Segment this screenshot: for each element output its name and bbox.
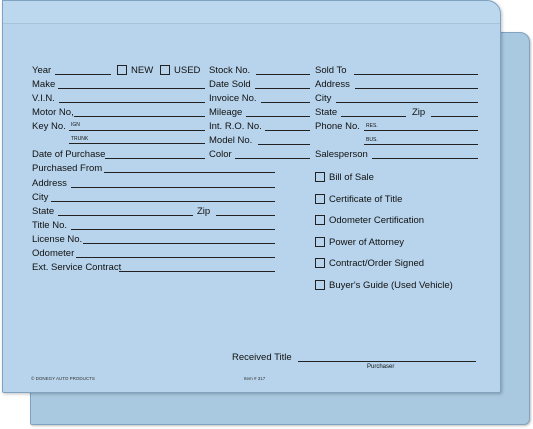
phone-label: Phone No. — [315, 121, 360, 132]
used-label: USED — [174, 65, 201, 76]
date-of-purchase-label: Date of Purchase — [32, 149, 106, 160]
color-field[interactable] — [235, 158, 310, 159]
contract-order-signed-label: Contract/Order Signed — [329, 258, 425, 269]
vin-label: V.I.N. — [32, 93, 55, 104]
sold-to-field[interactable] — [354, 74, 478, 75]
vin-field[interactable] — [59, 102, 205, 103]
license-no-label: License No. — [32, 234, 83, 245]
power-of-attorney-checkbox[interactable] — [315, 237, 325, 247]
sold-to-label: Sold To — [315, 65, 347, 76]
buyers-guide-label: Buyer's Guide (Used Vehicle) — [329, 280, 453, 291]
make-field[interactable] — [58, 88, 205, 89]
odometer-label: Odometer — [32, 248, 75, 259]
license-no-field[interactable] — [83, 243, 275, 244]
year-label: Year — [32, 65, 52, 76]
purchase-city-field[interactable] — [51, 201, 275, 202]
received-title-label: Received Title — [232, 352, 292, 363]
date-sold-field[interactable] — [255, 88, 310, 89]
address-field[interactable] — [355, 88, 478, 89]
purchase-address-field[interactable] — [71, 187, 275, 188]
ext-service-label: Ext. Service Contract — [32, 262, 122, 273]
make-label: Make — [32, 79, 56, 90]
purchase-zip-label: Zip — [197, 206, 211, 217]
item-number: Item # 317 — [244, 376, 266, 381]
purchased-from-label: Purchased From — [32, 163, 103, 174]
city-label: City — [315, 93, 332, 104]
model-label: Model No. — [209, 135, 253, 146]
purchase-address-label: Address — [32, 178, 67, 189]
key-trunk-field[interactable] — [69, 143, 205, 144]
key-ign-field[interactable] — [69, 130, 205, 131]
new-label: NEW — [131, 65, 154, 76]
res-label: RES. — [366, 123, 378, 129]
color-label: Color — [209, 149, 232, 160]
invoice-label: Invoice No. — [209, 93, 257, 104]
date-of-purchase-field[interactable] — [105, 158, 205, 159]
zip-label: Zip — [412, 107, 426, 118]
salesperson-field[interactable] — [372, 158, 478, 159]
odometer-field[interactable] — [76, 257, 275, 258]
purchase-state-field[interactable] — [58, 215, 193, 216]
buyers-guide-checkbox[interactable] — [315, 280, 325, 290]
brand-footer: © DONEGY AUTO PRODUCTS — [31, 376, 95, 381]
certificate-of-title-label: Certificate of Title — [329, 194, 403, 205]
title-no-label: Title No. — [32, 220, 68, 231]
phone-res-field[interactable] — [364, 130, 478, 131]
state-field[interactable] — [341, 116, 406, 117]
phone-bus-field[interactable] — [364, 144, 478, 145]
purchase-city-label: City — [32, 192, 49, 203]
ext-service-field[interactable] — [119, 271, 275, 272]
date-sold-label: Date Sold — [209, 79, 251, 90]
key-label: Key No. — [32, 121, 66, 132]
purchase-state-label: State — [32, 206, 55, 217]
bill-of-sale-label: Bill of Sale — [329, 172, 374, 183]
motor-field[interactable] — [74, 116, 205, 117]
model-field[interactable] — [258, 144, 310, 145]
int-ro-label: Int. R.O. No. — [209, 121, 262, 132]
purchaser-label: Purchaser — [367, 364, 395, 370]
folder-top-band — [3, 1, 500, 24]
ign-label: IGN — [71, 122, 80, 128]
int-ro-field[interactable] — [265, 130, 310, 131]
trunk-label: TRUNK — [71, 136, 89, 142]
state-label: State — [315, 107, 338, 118]
new-checkbox[interactable] — [117, 65, 127, 75]
stock-label: Stock No. — [209, 65, 251, 76]
salesperson-label: Salesperson — [315, 149, 368, 160]
motor-label: Motor No, — [32, 107, 74, 118]
odometer-certification-label: Odometer Certification — [329, 215, 425, 226]
used-checkbox[interactable] — [160, 65, 170, 75]
year-field[interactable] — [55, 74, 111, 75]
power-of-attorney-label: Power of Attorney — [329, 237, 404, 248]
certificate-of-title-checkbox[interactable] — [315, 194, 325, 204]
mileage-label: Mileage — [209, 107, 243, 118]
folder-front-panel — [2, 0, 501, 393]
stock-field[interactable] — [256, 74, 310, 75]
mileage-field[interactable] — [246, 116, 310, 117]
invoice-field[interactable] — [261, 102, 310, 103]
purchased-from-field[interactable] — [104, 172, 275, 173]
zip-field[interactable] — [431, 116, 478, 117]
odometer-certification-checkbox[interactable] — [315, 215, 325, 225]
address-label: Address — [315, 79, 350, 90]
contract-order-signed-checkbox[interactable] — [315, 258, 325, 268]
city-field[interactable] — [336, 102, 478, 103]
bus-label: BUS. — [366, 137, 378, 143]
bill-of-sale-checkbox[interactable] — [315, 172, 325, 182]
title-no-field[interactable] — [71, 229, 275, 230]
purchase-zip-field[interactable] — [216, 215, 275, 216]
received-title-field[interactable] — [298, 361, 476, 362]
